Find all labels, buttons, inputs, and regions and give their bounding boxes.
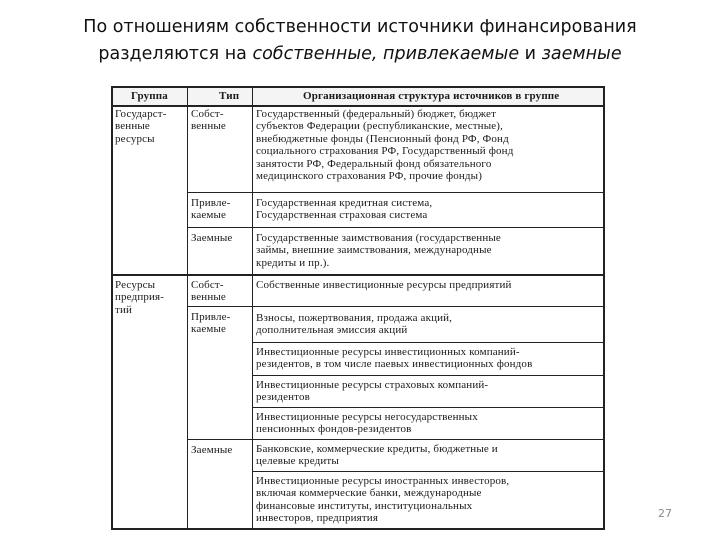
row-divider: [187, 306, 605, 307]
title-line-2: [0, 41, 720, 68]
title-line-1: По отношениям собственности источники финансирования: [83, 17, 637, 37]
row-divider: [187, 439, 605, 440]
structure-cell: Государственный (федеральный) бюджет, бюджет субъектов Федерации (республиканские, местные), внебюджетные фонды (Пенсионный фонд РФ, Фонд социального страхования РФ, Государственный фонд занятости РФ, Федеральный фонд обязательного медицинского страхования РФ, прочие фонды): [256, 108, 514, 183]
type-cell: Собст- венные: [191, 279, 226, 304]
type-cell: Привле- каемые: [191, 311, 231, 336]
header-type: Тип: [219, 90, 240, 102]
structure-cell: Собственные инвестиционные ресурсы предприятий: [256, 279, 512, 291]
row-divider: [187, 227, 605, 228]
group-divider: [111, 274, 605, 276]
title-text-a: разделяются на: [98, 44, 253, 64]
type-cell: Привле- каемые: [191, 197, 231, 222]
slide-title: [0, 14, 720, 68]
structure-cell: Инвестиционные ресурсы негосударственных пенсионных фондов-резидентов: [256, 411, 478, 436]
type-cell: Собст- венные: [191, 108, 226, 133]
structure-cell: Взносы, пожертвования, продажа акций, дополнительная эмиссия акций: [256, 312, 453, 337]
table-header: [111, 86, 605, 107]
item-divider: [252, 342, 605, 343]
header-group: Группа: [131, 90, 168, 102]
page-number: 27: [658, 507, 672, 520]
structure-cell: Инвестиционные ресурсы иностранных инвесторов, включая коммерческие банки, международные финансовые институты, институциональных инвесторов, предприятия: [256, 475, 510, 525]
column-divider: [187, 105, 188, 530]
title-term-borrowed: заемные: [541, 44, 622, 64]
row-divider: [187, 192, 605, 193]
structure-cell: Инвестиционные ресурсы инвестиционных компаний- резидентов, в том числе паевых инвестиционных фондов: [256, 346, 533, 371]
group-name: Государст- венные ресурсы: [115, 108, 167, 145]
group-name: Ресурсы предприя- тий: [115, 279, 165, 316]
structure-cell: Государственные заимствования (государственные займы, внешние заимствования, международные кредиты и пр.).: [256, 232, 501, 269]
item-divider: [252, 407, 605, 408]
type-cell: Заемные: [191, 444, 233, 456]
type-cell: Заемные: [191, 232, 233, 244]
title-term-own-attracted: собственные, привлекаемые: [252, 44, 520, 64]
item-divider: [252, 375, 605, 376]
structure-cell: Банковские, коммерческие кредиты, бюджетные и целевые кредиты: [256, 443, 498, 468]
financing-sources-table: [111, 86, 605, 532]
structure-cell: Государственная кредитная система, Государственная страховая система: [256, 197, 433, 222]
structure-cell: Инвестиционные ресурсы страховых компаний- резидентов: [256, 379, 489, 404]
column-divider: [252, 105, 253, 530]
header-structure: Организационная структура источников в группе: [303, 90, 560, 102]
item-divider: [252, 471, 605, 472]
title-text-c: и: [519, 44, 542, 64]
